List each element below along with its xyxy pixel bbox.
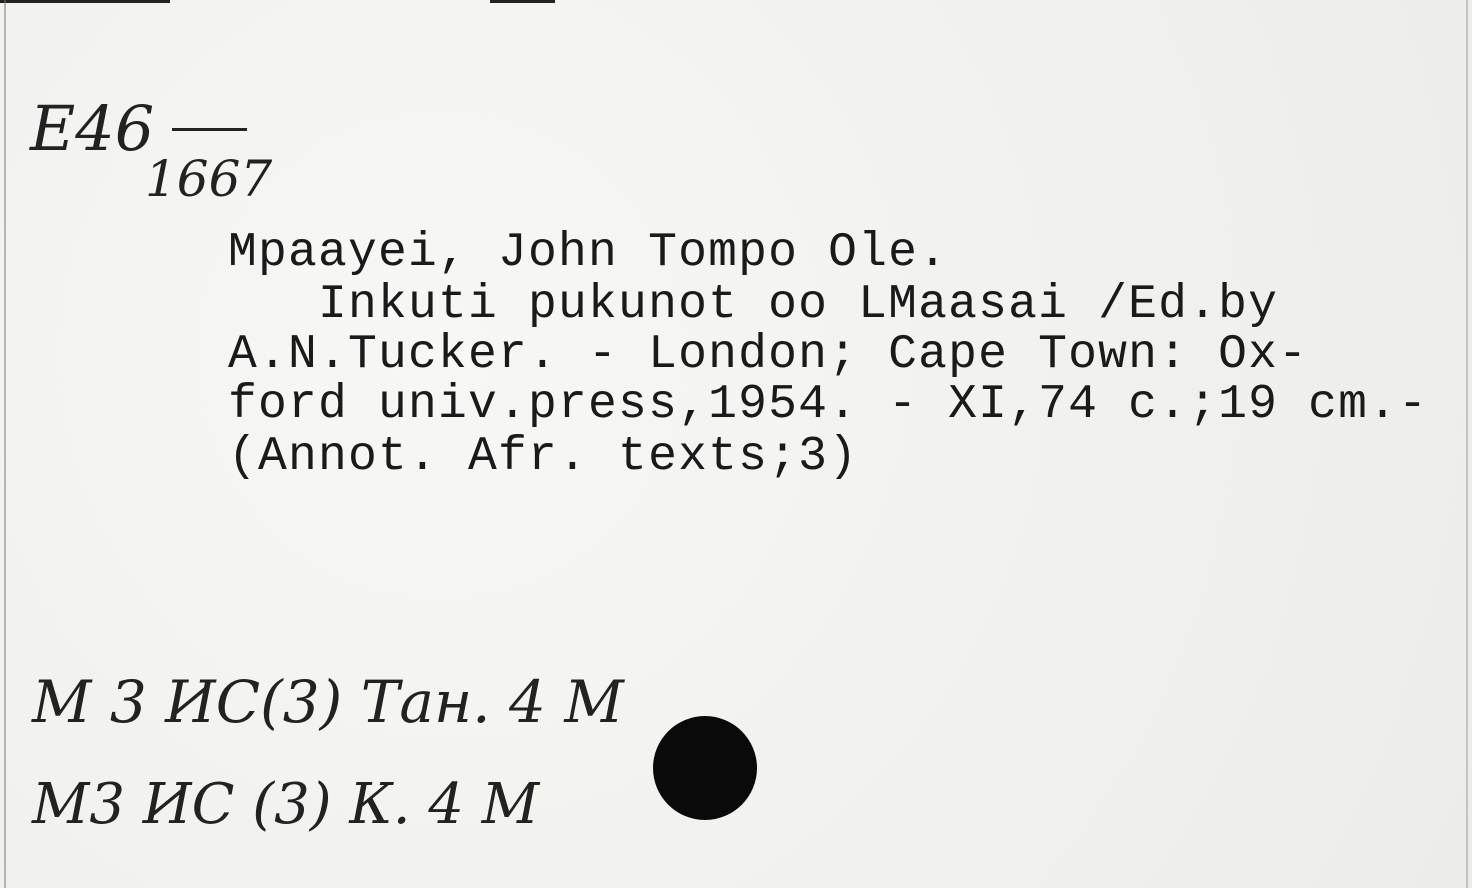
collation-line: ford univ.press,1954. - XI,74 c.;19 cm.- bbox=[228, 378, 1429, 432]
card-border bbox=[1466, 0, 1468, 888]
title-line: Inkuti pukunot oo LMaasai /Ed.by bbox=[228, 278, 1279, 332]
handwritten-note: M 3 ИС(3) Тан. 4 М bbox=[32, 668, 624, 736]
imprint-line: A.N.Tucker. - London; Cape Town: Ox- bbox=[228, 328, 1309, 382]
call-number-item: 1667 bbox=[145, 150, 273, 208]
punch-hole-dot bbox=[653, 716, 757, 820]
series-line: (Annot. Afr. texts;3) bbox=[228, 430, 859, 484]
handwritten-note: М3 ИС (3) К. 4 М bbox=[32, 772, 540, 837]
call-number-class: E46 bbox=[30, 92, 155, 165]
card-edge-mark bbox=[490, 0, 555, 3]
card-edge-mark bbox=[0, 0, 170, 3]
card-border bbox=[4, 0, 6, 888]
author-line: Mpaayei, John Tompo Ole. bbox=[228, 226, 949, 280]
call-number-divider bbox=[172, 128, 247, 131]
